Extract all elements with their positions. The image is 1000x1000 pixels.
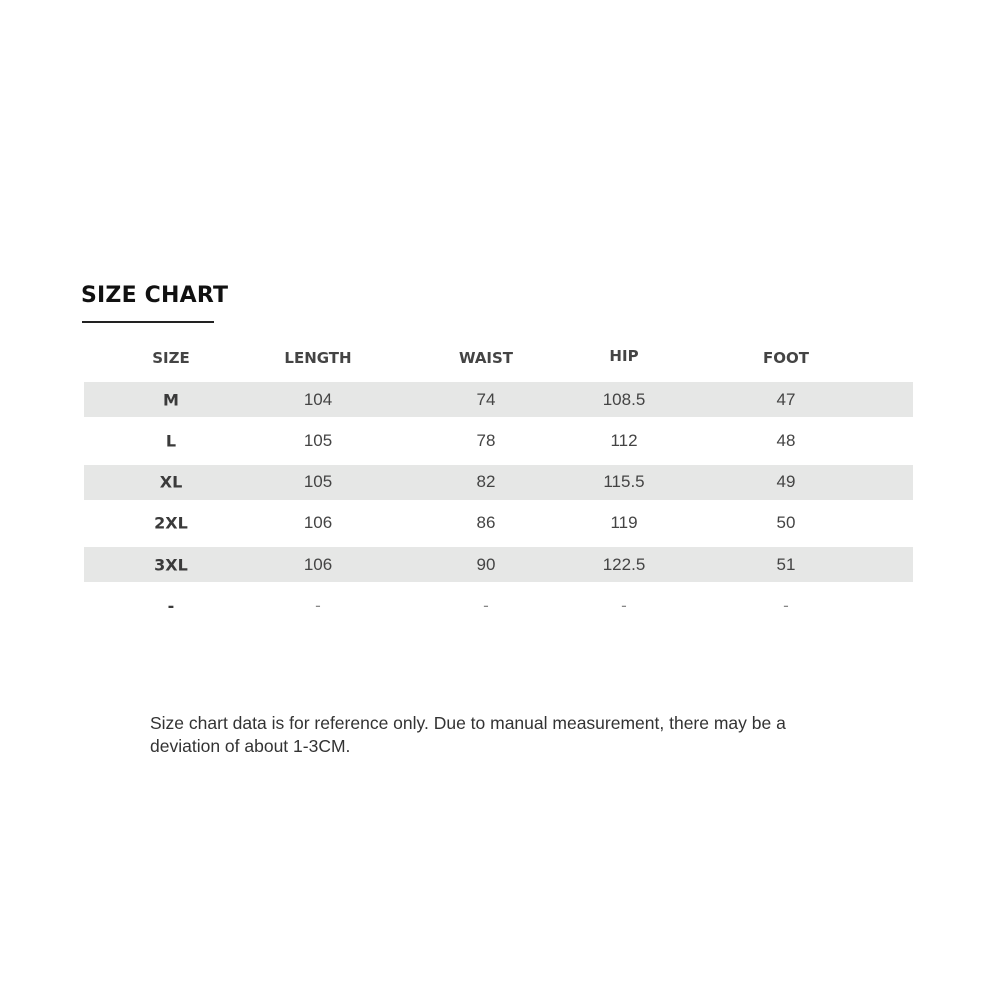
length-cell: 105 [303,430,333,450]
waist-cell: 86 [476,513,496,533]
foot-cell: - [783,595,789,615]
foot-cell: 49 [776,472,796,492]
hip-cell: 108.5 [602,389,646,409]
foot-cell: 51 [776,554,796,574]
table-row [84,547,913,582]
header-hip: HIP [609,346,639,365]
waist-cell: - [483,595,489,615]
header-size: SIZE [152,348,190,367]
length-cell: 106 [303,554,333,574]
header-foot: FOOT [763,348,809,367]
page-title: SIZE CHART [81,283,229,308]
header-length: LENGTH [284,348,352,367]
table-row [84,382,913,417]
waist-cell: 74 [476,389,496,409]
table-row [84,503,913,545]
size-cell: - [167,596,175,616]
hip-cell: 119 [610,513,638,533]
length-cell: 105 [303,472,333,492]
waist-cell: 78 [476,430,496,450]
table-row [84,420,913,462]
header-waist: WAIST [458,348,514,367]
waist-cell: 90 [476,554,496,574]
size-cell: 3XL [154,555,188,575]
hip-cell: 112 [610,430,638,450]
title-underline [82,321,214,323]
length-cell: - [315,595,321,615]
foot-cell: 47 [776,389,796,409]
hip-cell: - [621,595,627,615]
hip-cell: 115.5 [603,472,645,492]
size-chart-table [84,336,913,627]
size-cell: XL [159,472,183,492]
size-cell: L [165,431,177,451]
waist-cell: 82 [476,472,496,492]
disclaimer-note: Size chart data is for reference only. Due to manual measurement, there may be a deviation of about 1-3CM. [150,713,786,756]
foot-cell: 50 [776,513,796,533]
size-cell: M [163,390,179,409]
table-row [84,585,913,627]
length-cell: 106 [303,513,333,533]
size-cell: 2XL [154,513,188,533]
foot-cell: 48 [776,430,796,450]
table-header-row [84,336,913,379]
length-cell: 104 [303,389,333,409]
hip-cell: 122.5 [602,554,646,574]
table-row [84,465,913,500]
